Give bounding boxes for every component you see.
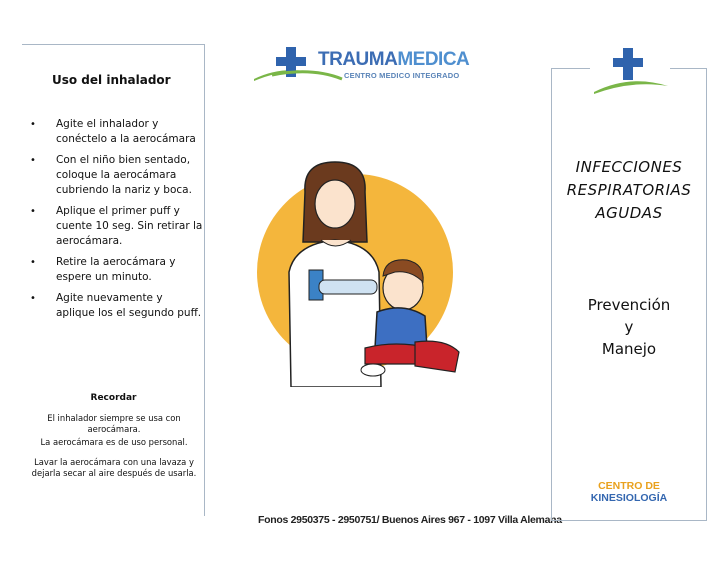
list-item: [28, 291, 203, 321]
title-line: RESPIRATORIAS: [566, 181, 692, 199]
bullet-icon: •: [30, 155, 36, 166]
subtitle-line: Prevención: [587, 296, 671, 314]
centro-line: CENTRO DE: [598, 480, 660, 492]
reminder-heading: Recordar: [90, 393, 137, 403]
list-item: [28, 117, 203, 147]
kinesiologia-line: KINESIOLOGÍA: [590, 492, 668, 504]
step-text: Con el niño bien sentado, coloque la aerocámara cubriendo la nariz y boca.: [56, 154, 192, 196]
contact-footer: Fonos 2950375 - 2950751/ Buenos Aires 967 - 1097 Villa Alemana: [258, 514, 562, 526]
reminder-note: El inhalador siempre se usa con aerocámara.: [47, 413, 181, 434]
bullet-icon: •: [30, 206, 36, 217]
bullet-icon: •: [30, 119, 36, 130]
title-line: INFECCIONES: [575, 158, 683, 176]
logo-wordmark: [318, 49, 469, 71]
reminder-note: La aerocámara es de uso personal.: [40, 437, 188, 447]
cover-subtitle: [551, 294, 707, 360]
mother-child-inhaler-illustration: [255, 152, 465, 387]
list-item: [28, 255, 203, 285]
logo-part2: MEDICA: [397, 49, 470, 70]
subtitle-line: y: [624, 318, 634, 336]
step-text: Agite nuevamente y aplique los el segundo puff.: [56, 292, 202, 319]
reminder-note: Lavar la aerocámara con una lavaza y dejarla secar al aire después de usarla.: [31, 457, 197, 478]
inhaler-use-title: Uso del inhalador: [52, 73, 171, 87]
kinesiology-center-label: [551, 480, 707, 504]
traumamedica-emblem: [590, 46, 670, 96]
bullet-icon: •: [30, 257, 36, 268]
steps-list: [28, 117, 203, 327]
step-text: Aplique el primer puff y cuente 10 seg. Sin retirar la aerocámara.: [56, 205, 203, 247]
list-item: [28, 153, 203, 198]
bullet-icon: •: [30, 293, 36, 304]
step-text: Agite el inhalador y conéctelo a la aerocámara: [56, 118, 196, 145]
title-line: AGUDAS: [595, 204, 663, 222]
left-panel: [22, 44, 205, 516]
subtitle-line: Manejo: [601, 340, 657, 358]
logo-part1: TRAUMA: [318, 49, 398, 70]
step-text: Retire la aerocámara y espere un minuto.: [56, 256, 176, 283]
list-item: [28, 204, 203, 249]
cover-title: [551, 156, 707, 225]
logo-subtitle: CENTRO MEDICO INTEGRADO: [344, 71, 460, 80]
